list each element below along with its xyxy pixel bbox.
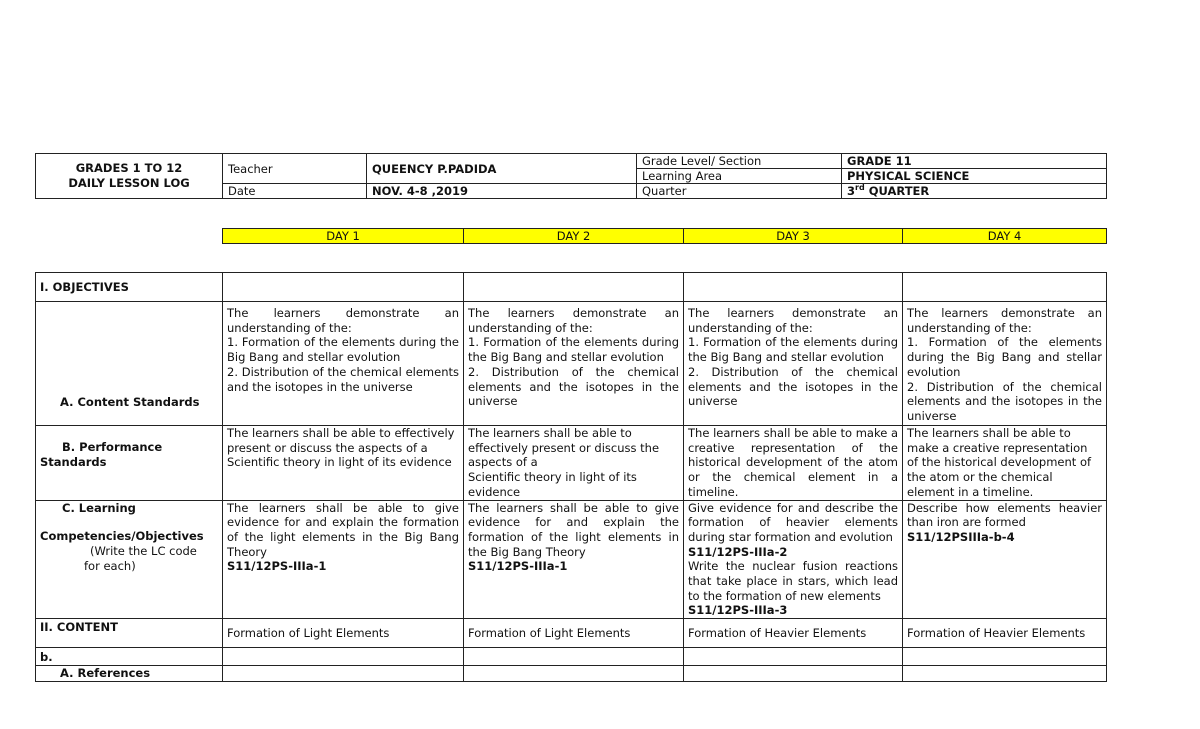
lc-d4-code: S11/12PSIIIa-b-4	[907, 529, 1015, 544]
objectives-row	[36, 273, 1107, 302]
ps-d4-line: the atom or the chemical	[907, 470, 1053, 485]
content-standards-day-1	[223, 302, 464, 426]
learning-competencies-day-4	[903, 500, 1107, 619]
cs-item-1: 1. Formation of the elements during the Big Bang and stellar evolution	[468, 335, 679, 365]
date-label: Date	[223, 184, 367, 199]
lc-d3-code-1: S11/12PS-IIIa-2	[688, 544, 788, 559]
cs-item-2: 2. Distribution of the chemical elements and the isotopes in the universe	[468, 364, 679, 409]
performance-standards-day-3: The learners shall be able to make a creative representation of the historical development of the atom or the chemical element in a timeline.	[684, 426, 903, 501]
quarter-number: 3	[847, 184, 856, 198]
lc-d3-text-1: Give evidence for and describe the formation of heavier elements during star formation and evolution	[688, 500, 898, 544]
teacher-label: Teacher	[223, 154, 367, 184]
lc-d3-text-2: Write the nuclear fusion reactions that take place in stars, which lead to the formation of new elements	[688, 559, 898, 603]
cs-item-2: 2. Distribution of the chemical elements and the isotopes in the universe	[688, 364, 898, 409]
performance-standards-label	[36, 426, 223, 501]
performance-standards-row	[36, 426, 1107, 501]
day-3-header: DAY 3	[684, 229, 903, 244]
day-1-header: DAY 1	[223, 229, 464, 244]
content-day-4: Formation of Heavier Elements	[903, 619, 1107, 648]
cs-item-1: 1. Formation of the elements during the Big Bang and stellar evolution	[688, 335, 898, 365]
ps-d2-line: The learners shall be able to	[468, 426, 632, 440]
content-row	[36, 619, 1107, 648]
teacher-value: QUEENCY P.PADIDA	[367, 154, 637, 184]
lc-label-line-4: for each)	[84, 558, 136, 573]
cs-item-1: 1. Formation of the elements during the Big Bang and stellar evolution	[907, 335, 1102, 379]
learning-competencies-row	[36, 500, 1107, 619]
references-row	[36, 666, 1107, 682]
content-day-2: Formation of Light Elements	[464, 619, 684, 648]
content-standards-row	[36, 302, 1107, 426]
lc-d1-text: The learners shall be able to give evidence for and explain the formation of the light elements in the Big Bang Theory	[227, 500, 459, 559]
quarter-ordinal: rd	[855, 183, 865, 193]
cs-item-2: 2. Distribution of the chemical elements and the isotopes in the universe	[907, 379, 1102, 423]
title-line-2: DAILY LESSON LOG	[68, 176, 190, 190]
objectives-label: I. OBJECTIVES	[36, 273, 223, 302]
grade-label: Grade Level/ Section	[637, 154, 842, 169]
cs-item-1: 1. Formation of the elements during the Big Bang and stellar evolution	[227, 335, 459, 365]
learning-competencies-day-3	[684, 500, 903, 619]
ps-d4-line: The learners shall be able to	[907, 426, 1071, 440]
cs-intro: The learners demonstrate an understanding of the:	[688, 306, 898, 335]
area-value: PHYSICAL SCIENCE	[842, 169, 1107, 184]
row-b	[36, 648, 1107, 666]
learning-competencies-label	[36, 500, 223, 619]
quarter-label: Quarter	[637, 184, 842, 199]
ps-d4-line: of the historical development of	[907, 455, 1092, 470]
day-2-header: DAY 2	[464, 229, 684, 244]
lc-label-line-3: (Write the LC code	[90, 543, 197, 558]
lc-label-line-1: C. Learning	[62, 500, 136, 515]
day-4-header: DAY 4	[903, 229, 1107, 244]
ps-label-line-1: B. Performance	[62, 440, 163, 454]
content-label: II. CONTENT	[36, 619, 223, 648]
ps-d2-line: Scientific theory in light of its	[468, 470, 637, 485]
header-table	[35, 153, 1107, 199]
title-line-1: GRADES 1 TO 12	[75, 161, 183, 175]
lc-d2-text: The learners shall be able to give evidence for and explain the formation of the light elements in the Big Bang Theory	[468, 500, 679, 559]
lesson-table	[35, 272, 1107, 682]
day-header-bar	[222, 228, 1107, 244]
content-standards-day-4	[903, 302, 1107, 426]
learning-competencies-day-2	[464, 500, 684, 619]
lc-d4-text: Describe how elements heavier than iron are formed	[907, 500, 1102, 530]
ps-d4-line: element in a timeline.	[907, 484, 1034, 499]
cs-intro: The learners demonstrate an understanding of the:	[227, 306, 459, 335]
learning-competencies-day-1	[223, 500, 464, 619]
ps-d2-line: aspects of a	[468, 455, 538, 470]
content-standards-label: A. Content Standards	[36, 302, 223, 426]
cs-intro: The learners demonstrate an understanding of the:	[907, 306, 1102, 335]
row-b-label: b.	[36, 648, 223, 666]
performance-standards-day-2	[464, 426, 684, 501]
lc-d2-code: S11/12PS-IIIa-1	[468, 559, 568, 574]
lesson-log-title	[36, 154, 223, 199]
lc-d3-code-2: S11/12PS-IIIa-3	[688, 603, 788, 618]
area-label: Learning Area	[637, 169, 842, 184]
lc-d1-code: S11/12PS-IIIa-1	[227, 559, 327, 574]
cs-intro: The learners demonstrate an understanding of the:	[468, 306, 679, 335]
cs-item-2: 2. Distribution of the chemical elements and the isotopes in the universe	[227, 364, 459, 394]
quarter-suffix: QUARTER	[864, 184, 930, 198]
lc-label-line-2: Competencies/Objectives	[40, 529, 204, 544]
grade-value: GRADE 11	[842, 154, 1107, 169]
ps-d4-line: make a creative representation	[907, 440, 1088, 455]
content-standards-day-2	[464, 302, 684, 426]
quarter-value	[842, 184, 1107, 199]
performance-standards-day-1: The learners shall be able to effectively present or discuss the aspects of a Scientific theory in light of its evidence	[223, 426, 464, 501]
content-standards-day-3	[684, 302, 903, 426]
ps-d2-line: effectively present or discuss the	[468, 440, 660, 455]
references-label: A. References	[36, 666, 223, 682]
ps-d2-line: evidence	[468, 484, 521, 499]
content-day-1: Formation of Light Elements	[223, 619, 464, 648]
content-day-3: Formation of Heavier Elements	[684, 619, 903, 648]
performance-standards-day-4	[903, 426, 1107, 501]
date-value: NOV. 4-8 ,2019	[367, 184, 637, 199]
ps-label-line-2: Standards	[40, 454, 107, 469]
